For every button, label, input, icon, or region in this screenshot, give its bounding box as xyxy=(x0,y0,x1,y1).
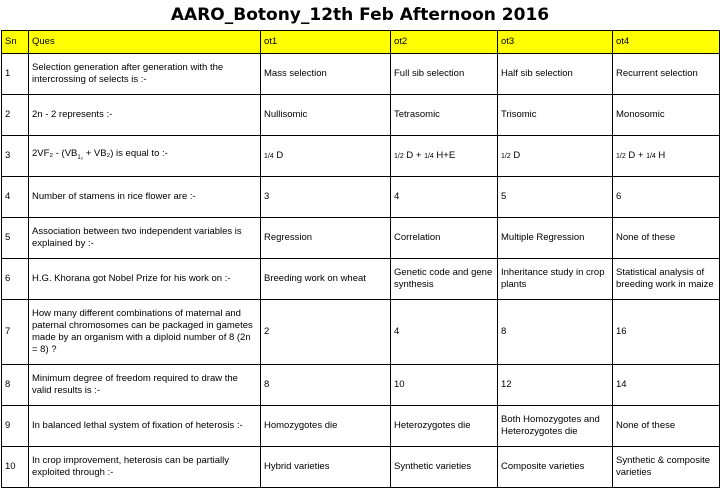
cell-option-4: 16 xyxy=(613,300,720,365)
cell-sn: 7 xyxy=(2,300,29,365)
cell-option-1: Hybrid varieties xyxy=(261,447,391,488)
cell-option-1: 3 xyxy=(261,177,391,218)
cell-question xyxy=(29,136,261,177)
table-header-row xyxy=(2,31,720,54)
cell-option-3: Trisomic xyxy=(498,95,613,136)
cell-option-3: Composite varieties xyxy=(498,447,613,488)
cell-question: Number of stamens in rice flower are :- xyxy=(29,177,261,218)
cell-question: In crop improvement, heterosis can be partially exploited through :- xyxy=(29,447,261,488)
header-ot3: ot3 xyxy=(498,31,613,54)
cell-sn: 6 xyxy=(2,259,29,300)
fraction: 1/2 xyxy=(501,152,511,160)
cell-sn: 1 xyxy=(2,54,29,95)
cell-sn: 3 xyxy=(2,136,29,177)
header-ot2: ot2 xyxy=(391,31,498,54)
question-text-part: 2VF₂ - (VB xyxy=(32,148,78,160)
table-row xyxy=(2,447,720,488)
header-ques: Ques xyxy=(29,31,261,54)
cell-option-1: Mass selection xyxy=(261,54,391,95)
cell-option-3: Half sib selection xyxy=(498,54,613,95)
fraction: 1/2 xyxy=(394,152,404,160)
cell-option-2: Full sib selection xyxy=(391,54,498,95)
question-subscript: 1₂ xyxy=(77,154,84,161)
cell-question: How many different combinations of maternal and paternal chromosomes can be packaged in gametes made by an organism with a diploid number of 8 (2n = 8) ? xyxy=(29,300,261,365)
option-text-part: D xyxy=(273,149,284,161)
cell-option-2: Correlation xyxy=(391,218,498,259)
table-row xyxy=(2,365,720,406)
cell-option-2: 10 xyxy=(391,365,498,406)
option-text-part: H+E xyxy=(433,149,456,161)
cell-option-3: Multiple Regression xyxy=(498,218,613,259)
cell-option-3 xyxy=(498,136,613,177)
cell-option-1: Nullisomic xyxy=(261,95,391,136)
cell-sn: 8 xyxy=(2,365,29,406)
cell-question: In balanced lethal system of fixation of heterosis :- xyxy=(29,406,261,447)
cell-option-1: Breeding work on wheat xyxy=(261,259,391,300)
fraction: 1/2 xyxy=(616,152,626,160)
fraction: 1/4 xyxy=(264,152,274,160)
cell-option-2: Heterozygotes die xyxy=(391,406,498,447)
table-row xyxy=(2,406,720,447)
header-ot1: ot1 xyxy=(261,31,391,54)
cell-option-4: Monosomic xyxy=(613,95,720,136)
cell-question: Selection generation after generation with the intercrossing of selects is :- xyxy=(29,54,261,95)
fraction: 1/4 xyxy=(646,152,656,160)
cell-option-4: 6 xyxy=(613,177,720,218)
cell-option-1: Regression xyxy=(261,218,391,259)
cell-sn: 2 xyxy=(2,95,29,136)
option-text-part: D + xyxy=(403,149,425,161)
cell-sn: 5 xyxy=(2,218,29,259)
table-row xyxy=(2,218,720,259)
fraction: 1/4 xyxy=(424,152,434,160)
cell-sn: 4 xyxy=(2,177,29,218)
document-title: AARO_Botony_12th Feb Afternoon 2016 xyxy=(170,5,550,25)
cell-option-4: None of these xyxy=(613,218,720,259)
table-row xyxy=(2,259,720,300)
cell-option-1: 8 xyxy=(261,365,391,406)
table-row xyxy=(2,136,720,177)
cell-option-4: 14 xyxy=(613,365,720,406)
cell-question: H.G. Khorana got Nobel Prize for his work on :- xyxy=(29,259,261,300)
cell-question: Association between two independent variables is explained by :- xyxy=(29,218,261,259)
cell-option-3: 5 xyxy=(498,177,613,218)
table-row xyxy=(2,177,720,218)
cell-question: Minimum degree of freedom required to draw the valid results is :- xyxy=(29,365,261,406)
header-ot4: ot4 xyxy=(613,31,720,54)
cell-option-1 xyxy=(261,136,391,177)
cell-option-1: Homozygotes die xyxy=(261,406,391,447)
cell-option-4 xyxy=(613,136,720,177)
table-row xyxy=(2,54,720,95)
cell-option-2: 4 xyxy=(391,177,498,218)
cell-option-3: 12 xyxy=(498,365,613,406)
cell-option-2: 4 xyxy=(391,300,498,365)
cell-option-2: Genetic code and gene synthesis xyxy=(391,259,498,300)
option-text-part: H xyxy=(655,149,666,161)
table-row xyxy=(2,95,720,136)
cell-option-2: Synthetic varieties xyxy=(391,447,498,488)
cell-sn: 9 xyxy=(2,406,29,447)
cell-option-2 xyxy=(391,136,498,177)
cell-option-4: Recurrent selection xyxy=(613,54,720,95)
option-text-part: D + xyxy=(625,149,647,161)
cell-option-3: Inheritance study in crop plants xyxy=(498,259,613,300)
table-row xyxy=(2,300,720,365)
cell-sn: 10 xyxy=(2,447,29,488)
cell-option-3: 8 xyxy=(498,300,613,365)
header-sn: Sn xyxy=(2,31,29,54)
cell-option-4: Statistical analysis of breeding work in maize xyxy=(613,259,720,300)
option-text-part: D xyxy=(510,149,521,161)
cell-option-1: 2 xyxy=(261,300,391,365)
question-table xyxy=(1,30,720,488)
cell-option-4: None of these xyxy=(613,406,720,447)
question-text-part: + VB₂) is equal to :- xyxy=(83,148,168,160)
cell-question: 2n - 2 represents :- xyxy=(29,95,261,136)
cell-option-4: Synthetic & composite varieties xyxy=(613,447,720,488)
cell-option-3: Both Homozygotes and Heterozygotes die xyxy=(498,406,613,447)
cell-option-2: Tetrasomic xyxy=(391,95,498,136)
